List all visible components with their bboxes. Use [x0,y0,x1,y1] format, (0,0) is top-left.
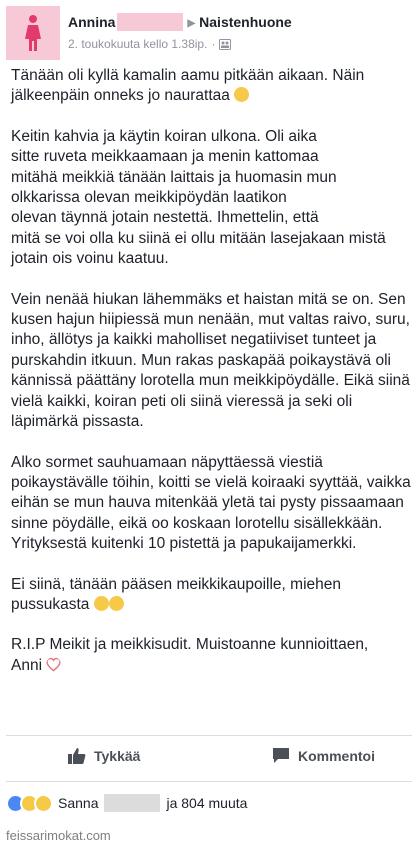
like-label: Tykkää [94,748,141,764]
watermark: feissarimokat.com [6,828,111,843]
post-actions [0,741,418,775]
post-paragraph: Keitin kahvia ja käytin koiran ulkona. Oli aika sitte ruveta meikkaamaan ja menin kattomaa mitähä meikkiä tänään laittais ja huomasin mun olkkarissa olevan meikkipöydän laatikon olevan täynnä jotain nestettä. Ihmettelin, että mitä se voi olla ku siinä ei ollu mitään lasejakaan mistä jotain ois voinu kaatuu. [11,127,386,268]
redacted-reactor-surname [104,794,160,812]
divider [6,735,412,736]
post-paragraph: R.I.P Meikit ja meikkisudit. Muistoanne kunnioittaen, Anni [11,636,369,674]
grinning-sweat-emoji-icon [234,87,249,102]
female-figure-icon [24,15,42,51]
reaction-count: ja 804 muuta [166,795,248,811]
comment-button[interactable] [272,747,375,764]
author-line [68,13,292,31]
caret-right-icon: ▶ [187,18,196,29]
post-header [6,6,412,60]
reactions-summary[interactable] [6,792,247,814]
post-timestamp[interactable]: 2. toukokuuta kello 1.38ip. [68,37,208,51]
reaction-icons [6,794,48,813]
divider [6,781,412,782]
separator-dot: · [211,37,216,51]
author-name[interactable]: Annina [68,14,116,30]
smiling-face-emoji-icon [94,596,109,611]
sad-reaction-icon [34,794,53,813]
redacted-surname [117,13,183,31]
comment-bubble-icon [272,747,290,764]
heart-icon [46,657,61,672]
post-paragraph: Alko sormet sauhuamaan näpyttäessä viestiä poikaystävälle töihin, koitti se vielä koiraaki syyttää, vaikka eihän se mun hauva mitenkää yletä tai pysty pissaamaan sinne pöydälle, eikä oo koskaan lorotellu sisällekkään. Yrityksestä kuitenki 10 pistettä ja papukaijamerkki. [11,453,411,553]
group-audience-icon [219,39,231,50]
post-meta [68,37,231,51]
heart-eyes-emoji-icon [109,596,124,611]
post-paragraph: Ei siinä, tänään pääsen meikkikaupoille, miehen pussukasta [11,575,342,613]
like-button[interactable] [68,747,140,765]
avatar[interactable] [6,6,60,60]
thumbs-up-icon [68,747,86,765]
comment-label: Kommentoi [298,747,375,764]
reactor-name: Sanna [58,795,99,811]
post-paragraph: Tänään oli kyllä kamalin aamu pitkään aikaan. Näin jälkeenpäin onneks jo naurattaa [11,67,365,105]
post-paragraph: Vein nenää hiukan lähemmäks et haistan mitä se on. Sen kusen hajun hiipiessä mun nenään, mut valtas raivo, suru, inho, ällötys ja kaikki maholliset negatiiviset tunteet ja purskahdin itkuun. Mun rakas paskapää poikaystävä oli kännissä päättäny lorotella mun meikkipöydälle. Eikä siinä vielä kaikki, koiran peti oli siinä vieressä ja seki oli läpimärkä pissasta. [11,290,410,431]
group-name[interactable]: Naistenhuone [199,14,292,30]
post-body [11,66,411,696]
